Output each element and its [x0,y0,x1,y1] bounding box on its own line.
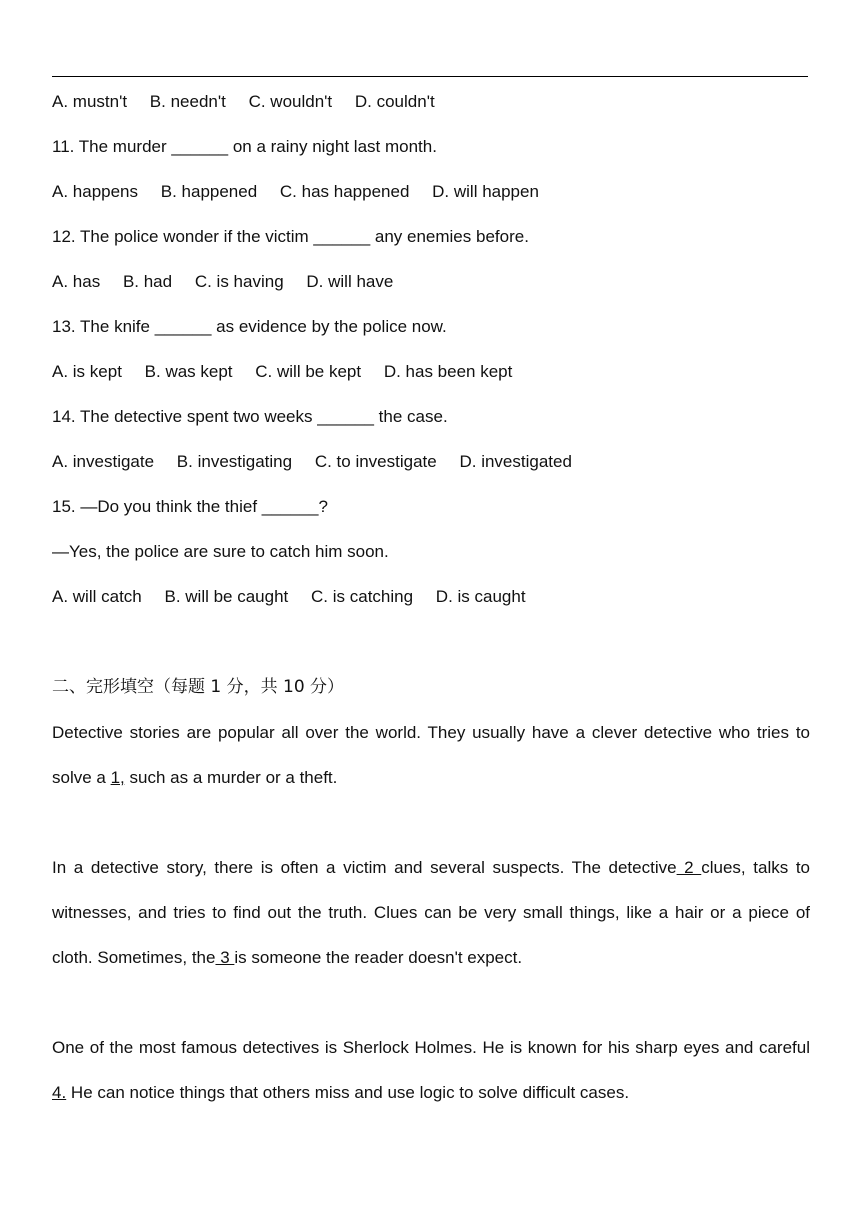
cloze-blank-1: 1, [110,768,125,787]
q14-option-d: D. investigated [459,452,572,471]
q11-options [52,181,539,203]
q13-option-c: C. will be kept [255,362,362,381]
q11-stem: 11. The murder ______ on a rainy night last month. [52,137,437,156]
cloze-p3-text-after: He can notice things that others miss and use logic to solve difficult cases. [66,1083,630,1102]
q15-option-d: D. is caught [435,587,526,606]
section-title-cloze: 二、完形填空（每题 1 分，共 10 分） [52,677,345,697]
q14-options [52,451,572,473]
q12-option-a: A. has [52,272,101,291]
q10-option-d: D. couldn't [354,92,435,111]
q15-option-c: C. is catching [311,587,414,606]
q11-option-a: A. happens [52,182,139,201]
q15-option-a: A. will catch [52,587,142,606]
q12-option-c: C. is having [194,272,284,291]
q12-option-b: B. had [122,272,173,291]
q10-option-b: B. needn't [149,92,226,111]
cloze-p2-text-before: In a detective story, there is often a victim and several suspects. The detective [52,858,677,877]
cloze-paragraph-2 [52,845,810,980]
cloze-p1-text-after: such as a murder or a theft. [124,768,338,787]
cloze-blank-2: 2 [676,858,702,877]
q15-options [52,586,526,608]
q13-stem: 13. The knife ______ as evidence by the police now. [52,317,447,336]
cloze-p2-text-after: is someone the reader doesn't expect. [234,948,523,967]
q10-option-c: C. wouldn't [248,92,333,111]
q13-options [52,361,512,383]
q13-option-d: D. has been kept [383,362,513,381]
q12-option-d: D. will have [306,272,394,291]
q15-reply: —Yes, the police are sure to catch him soon. [52,542,389,561]
cloze-p1-text-before: Detective stories are popular all over the world. They usually have a clever detective who tries to solve a [52,723,810,787]
q11-option-c: C. has happened [279,182,410,201]
q11-option-b: B. happened [160,182,258,201]
cloze-p2-text-middle: clues, talks to witnesses, and tries to find out the truth. Clues can be very small things, like a hair or a piece of cloth. Sometimes, the [52,858,811,967]
q14-option-a: A. investigate [52,452,155,471]
q12-options [52,271,393,293]
cloze-paragraph-1 [52,710,810,800]
q14-stem: 14. The detective spent two weeks ______ the case. [52,407,448,426]
q11-option-d: D. will happen [432,182,539,201]
q13-option-b: B. was kept [144,362,233,381]
cloze-p3-text-before: One of the most famous detectives is Sherlock Holmes. He is known for his sharp eyes and careful [52,1038,810,1057]
cloze-blank-3: 3 [215,948,235,967]
q10-options [52,91,435,113]
q12-stem: 12. The police wonder if the victim ______ any enemies before. [52,227,529,246]
cloze-blank-4: 4. [52,1083,67,1102]
q14-option-c: C. to investigate [314,452,437,471]
q15-stem: 15. —Do you think the thief ______? [52,497,328,516]
q15-option-b: B. will be caught [164,587,289,606]
q13-option-a: A. is kept [52,362,122,381]
q14-option-b: B. investigating [176,452,293,471]
header-rule [52,76,808,77]
q10-option-a: A. mustn't [52,92,128,111]
cloze-paragraph-3 [52,1025,810,1115]
